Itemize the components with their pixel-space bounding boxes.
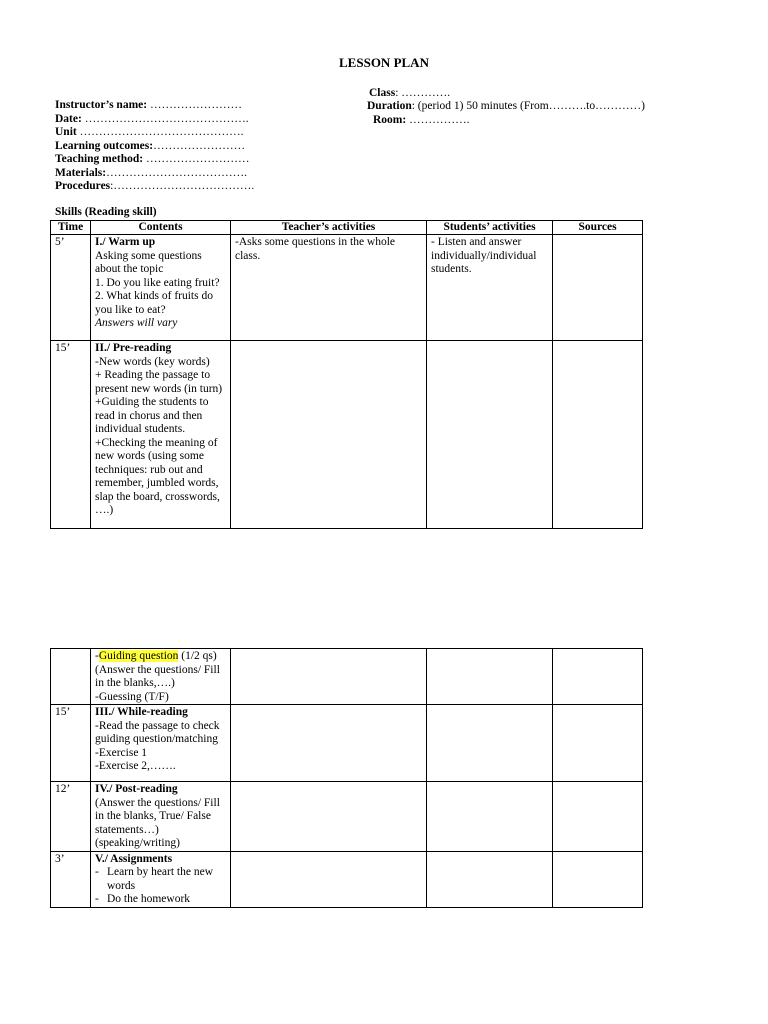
duration-line xyxy=(367,99,645,113)
cell-sources xyxy=(553,341,643,529)
content-line: (Answer the questions/ Fill in the blanks,….) xyxy=(95,663,220,689)
table-row-assignments xyxy=(51,851,643,907)
table-row-pre-reading xyxy=(51,341,643,529)
assignment-list xyxy=(95,866,226,907)
room-label: Room: xyxy=(373,114,407,126)
procedures-label: Procedures xyxy=(55,180,111,192)
room-value: ……………. xyxy=(406,114,470,126)
date-line xyxy=(55,113,254,127)
content-line: +Checking the meaning of new words (using some techniques: rub out and remember, jumbled words, slap the board, crosswords, ….) xyxy=(95,436,220,516)
outcomes-label: Learning outcomes: xyxy=(55,139,154,152)
table-row-warm-up xyxy=(51,235,643,341)
cell-teacher-activities xyxy=(231,705,427,782)
cell-contents xyxy=(91,341,231,529)
list-item: - Do the homework xyxy=(95,893,226,907)
table-header-row xyxy=(51,221,643,235)
instructor-value: …………………… xyxy=(147,99,242,111)
cell-contents xyxy=(91,235,231,341)
instructor-label: Instructor’s name: xyxy=(55,99,148,111)
room-line xyxy=(373,113,469,127)
content-note: Answers will vary xyxy=(95,317,178,329)
content-line: -Exercise 2,……. xyxy=(95,760,176,772)
date-value: ……………………………………. xyxy=(81,112,249,125)
cell-time: 15’ xyxy=(51,705,91,782)
header-contents: Contents xyxy=(91,221,231,235)
header-sources: Sources xyxy=(553,221,643,235)
cell-time: 3’ xyxy=(51,851,91,907)
content-line xyxy=(95,650,226,664)
cell-students-activities xyxy=(427,341,553,529)
class-line xyxy=(369,86,450,100)
cell-time xyxy=(51,649,91,705)
cell-contents xyxy=(91,851,231,907)
header-time: Time xyxy=(51,221,91,235)
cell-teacher-activities xyxy=(231,341,427,529)
header-students-activities: Students’ activities xyxy=(427,221,553,235)
section-heading: II./ Pre-reading xyxy=(95,342,172,354)
cell-time: 5’ xyxy=(51,235,91,341)
cell-students-activities xyxy=(427,851,553,907)
header-teacher-activities: Teacher’s activities xyxy=(231,221,427,235)
cell-students-activities xyxy=(427,649,553,705)
content-line: -Exercise 1 xyxy=(95,746,148,759)
section-heading: IV./ Post-reading xyxy=(95,783,178,795)
content-line: +Guiding the students to read in chorus and then individual students. xyxy=(95,396,209,435)
lesson-info-block xyxy=(55,99,254,194)
class-label: Class xyxy=(369,87,396,99)
cell-students-activities xyxy=(427,782,553,852)
highlighted-text: Guiding question xyxy=(98,650,179,662)
list-item: - Learn by heart the new words xyxy=(95,866,226,893)
section-heading: I./ Warm up xyxy=(95,236,156,248)
cell-teacher-activities xyxy=(231,649,427,705)
content-line: 1. Do you like eating fruit? xyxy=(95,276,220,289)
cell-teacher-activities xyxy=(231,782,427,852)
document-title: LESSON PLAN xyxy=(339,55,429,70)
lesson-table-page2 xyxy=(50,648,643,908)
section-heading: V./ Assignments xyxy=(95,852,173,865)
cell-time: 12’ xyxy=(51,782,91,852)
unit-value: ……………………………………. xyxy=(76,126,244,138)
unit-label: Unit xyxy=(55,126,77,138)
outcomes-line xyxy=(55,140,254,154)
cell-contents xyxy=(91,649,231,705)
section-heading: III./ While-reading xyxy=(95,706,188,718)
cell-teacher-activities: -Asks some questions in the whole class. xyxy=(231,235,427,341)
content-line: -New words (key words) xyxy=(95,355,210,368)
duration-label: Duration xyxy=(367,100,412,112)
content-line: (speaking/writing) xyxy=(95,837,180,849)
cell-time: 15’ xyxy=(51,341,91,529)
cell-students-activities xyxy=(427,705,553,782)
cell-sources xyxy=(553,851,643,907)
method-label: Teaching method: xyxy=(55,153,144,165)
procedures-line xyxy=(55,180,254,194)
content-line: -Guessing (T/F) xyxy=(95,690,169,703)
duration-value: : (period 1) 50 minutes (From……….to…………) xyxy=(411,100,645,112)
content-line: (Answer the questions/ Fill in the blanks, True/ False statements…) xyxy=(95,796,220,836)
cell-sources xyxy=(553,649,643,705)
procedures-value: :………………………………. xyxy=(110,180,255,192)
lesson-table-page1 xyxy=(50,220,643,529)
content-line: 2. What kinds of fruits do you like to eat? xyxy=(95,290,213,316)
unit-line xyxy=(55,126,254,140)
materials-value: ………………………………. xyxy=(106,166,247,179)
class-value: : …………. xyxy=(395,87,451,99)
table-row-continued xyxy=(51,649,643,705)
date-label: Date: xyxy=(55,112,82,125)
method-line xyxy=(55,153,254,167)
cell-sources xyxy=(553,235,643,341)
method-value: ……………………… xyxy=(143,153,250,165)
dash: - xyxy=(95,650,99,662)
skills-label: Skills (Reading skill) xyxy=(55,206,157,218)
cell-contents xyxy=(91,782,231,852)
table-row-while-reading xyxy=(51,705,643,782)
instructor-line xyxy=(55,99,254,113)
cell-sources xyxy=(553,705,643,782)
cell-students-activities: - Listen and answer individually/individual students. xyxy=(427,235,553,341)
table-row-post-reading xyxy=(51,782,643,852)
cell-teacher-activities xyxy=(231,851,427,907)
content-line: -Read the passage to check guiding question/matching xyxy=(95,719,220,745)
content-text: (1/2 qs) xyxy=(178,650,217,662)
outcomes-value: …………………… xyxy=(153,139,246,152)
content-line: Asking some questions about the topic xyxy=(95,249,202,275)
cell-sources xyxy=(553,782,643,852)
materials-line xyxy=(55,167,254,181)
materials-label: Materials: xyxy=(55,166,107,179)
cell-contents xyxy=(91,705,231,782)
content-line: + Reading the passage to present new words (in turn) xyxy=(95,369,223,395)
